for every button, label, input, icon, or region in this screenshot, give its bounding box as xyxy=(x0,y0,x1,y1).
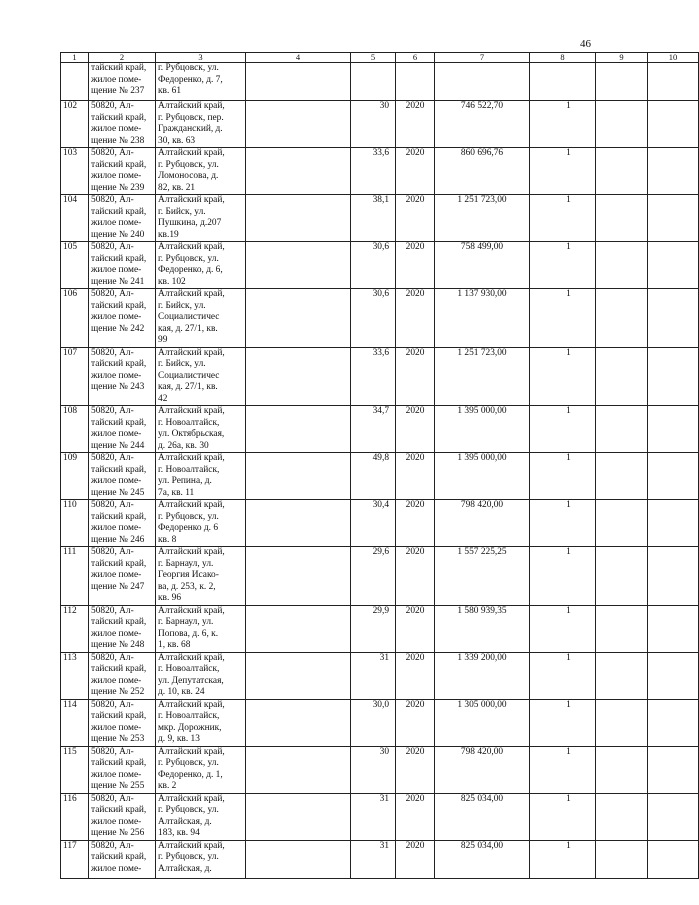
table-row xyxy=(61,699,699,746)
price-cell: 1 137 930,00 xyxy=(435,289,530,348)
col4-cell xyxy=(246,547,351,606)
col4-cell xyxy=(246,699,351,746)
address-cell: Алтайский край, г. Рубцовск, ул. Алтайская, д. xyxy=(156,840,246,878)
year-cell: 2020 xyxy=(396,289,435,348)
price-cell: 746 522,70 xyxy=(435,101,530,148)
header-col-8: 8 xyxy=(530,53,596,63)
year-cell: 2020 xyxy=(396,746,435,793)
price-cell: 1 251 723,00 xyxy=(435,195,530,242)
col4-cell xyxy=(246,148,351,195)
col4-cell xyxy=(246,605,351,652)
col4-cell xyxy=(246,347,351,406)
year-cell: 2020 xyxy=(396,148,435,195)
object-name-cell: 50820, Ал- тайский край, жилое поме- щение № 241 xyxy=(89,242,156,289)
year-cell: 2020 xyxy=(396,195,435,242)
price-cell: 1 251 723,00 xyxy=(435,347,530,406)
price-cell: 1 395 000,00 xyxy=(435,453,530,500)
col4-cell xyxy=(246,289,351,348)
row-number-cell: 113 xyxy=(61,652,89,699)
area-cell: 29,6 xyxy=(351,547,396,606)
row-number-cell: 107 xyxy=(61,347,89,406)
address-cell: Алтайский край, г. Рубцовск, пер. Гражданский, д. 30, кв. 63 xyxy=(156,101,246,148)
price-cell xyxy=(435,63,530,101)
header-col-3: 3 xyxy=(156,53,246,63)
col4-cell xyxy=(246,746,351,793)
object-name-cell: 50820, Ал- тайский край, жилое поме- щение № 248 xyxy=(89,605,156,652)
quantity-cell: 1 xyxy=(530,746,596,793)
year-cell: 2020 xyxy=(396,242,435,289)
year-cell: 2020 xyxy=(396,652,435,699)
year-cell: 2020 xyxy=(396,605,435,652)
object-name-cell: 50820, Ал- тайский край, жилое поме- щение № 238 xyxy=(89,101,156,148)
col9-cell xyxy=(596,840,648,878)
col9-cell xyxy=(596,101,648,148)
area-cell: 31 xyxy=(351,840,396,878)
col4-cell xyxy=(246,793,351,840)
table-row xyxy=(61,840,699,878)
price-cell: 1 305 000,00 xyxy=(435,699,530,746)
price-cell: 1 339 200,00 xyxy=(435,652,530,699)
col10-cell xyxy=(648,242,699,289)
col9-cell xyxy=(596,242,648,289)
address-cell: Алтайский край, г. Новоалтайск, мкр. Дорожник, д. 9, кв. 13 xyxy=(156,699,246,746)
header-col-4: 4 xyxy=(246,53,351,63)
object-name-cell: 50820, Ал- тайский край, жилое поме- щение № 245 xyxy=(89,453,156,500)
quantity-cell: 1 xyxy=(530,605,596,652)
table-row xyxy=(61,547,699,606)
object-name-cell: 50820, Ал- тайский край, жилое поме- щение № 256 xyxy=(89,793,156,840)
col9-cell xyxy=(596,406,648,453)
area-cell: 30,6 xyxy=(351,289,396,348)
col9-cell xyxy=(596,699,648,746)
col10-cell xyxy=(648,289,699,348)
table-row xyxy=(61,746,699,793)
area-cell xyxy=(351,63,396,101)
price-cell: 825 034,00 xyxy=(435,793,530,840)
year-cell: 2020 xyxy=(396,793,435,840)
row-number-cell: 111 xyxy=(61,547,89,606)
price-cell: 1 580 939,35 xyxy=(435,605,530,652)
table-body xyxy=(61,63,699,879)
area-cell: 38,1 xyxy=(351,195,396,242)
address-cell: Алтайский край, г. Бийск, ул. Социалистичес кая, д. 27/1, кв. 42 xyxy=(156,347,246,406)
col10-cell xyxy=(648,148,699,195)
header-col-10: 10 xyxy=(648,53,699,63)
col4-cell xyxy=(246,242,351,289)
year-cell: 2020 xyxy=(396,699,435,746)
address-cell: Алтайский край, г. Новоалтайск, ул. Депутатская, д. 10, кв. 24 xyxy=(156,652,246,699)
row-number-cell xyxy=(61,63,89,101)
table-row xyxy=(61,652,699,699)
table-row xyxy=(61,148,699,195)
price-cell: 860 696,76 xyxy=(435,148,530,195)
col9-cell xyxy=(596,63,648,101)
address-cell: Алтайский край, г. Рубцовск, ул. Ломоносова, д. 82, кв. 21 xyxy=(156,148,246,195)
area-cell: 33,6 xyxy=(351,148,396,195)
col10-cell xyxy=(648,793,699,840)
address-cell: Алтайский край, г. Новоалтайск, ул. Октябрьская, д. 26а, кв. 30 xyxy=(156,406,246,453)
table-row xyxy=(61,101,699,148)
quantity-cell: 1 xyxy=(530,500,596,547)
quantity-cell: 1 xyxy=(530,101,596,148)
row-number-cell: 103 xyxy=(61,148,89,195)
col9-cell xyxy=(596,652,648,699)
object-name-cell: 50820, Ал- тайский край, жилое поме- щение № 239 xyxy=(89,148,156,195)
row-number-cell: 116 xyxy=(61,793,89,840)
object-name-cell: 50820, Ал- тайский край, жилое поме- xyxy=(89,840,156,878)
col4-cell xyxy=(246,453,351,500)
address-cell: Алтайский край, г. Рубцовск, ул. Федоренко, д. 1, кв. 2 xyxy=(156,746,246,793)
price-cell: 1 557 225,25 xyxy=(435,547,530,606)
object-name-cell: 50820, Ал- тайский край, жилое поме- щение № 244 xyxy=(89,406,156,453)
col4-cell xyxy=(246,652,351,699)
table-row xyxy=(61,63,699,101)
object-name-cell: 50820, Ал- тайский край, жилое поме- щение № 252 xyxy=(89,652,156,699)
area-cell: 34,7 xyxy=(351,406,396,453)
quantity-cell: 1 xyxy=(530,547,596,606)
year-cell: 2020 xyxy=(396,101,435,148)
year-cell: 2020 xyxy=(396,347,435,406)
col10-cell xyxy=(648,453,699,500)
row-number-cell: 108 xyxy=(61,406,89,453)
object-name-cell: 50820, Ал- тайский край, жилое поме- щение № 253 xyxy=(89,699,156,746)
col9-cell xyxy=(596,746,648,793)
quantity-cell: 1 xyxy=(530,840,596,878)
area-cell: 30 xyxy=(351,746,396,793)
table-row xyxy=(61,605,699,652)
address-cell: Алтайский край, г. Рубцовск, ул. Федоренко д. 6 кв. 8 xyxy=(156,500,246,547)
address-cell: Алтайский край, г. Бийск, ул. Пушкина, д.207 кв.19 xyxy=(156,195,246,242)
quantity-cell: 1 xyxy=(530,289,596,348)
quantity-cell: 1 xyxy=(530,148,596,195)
table-row xyxy=(61,347,699,406)
property-table xyxy=(60,52,699,879)
table-row xyxy=(61,242,699,289)
row-number-cell: 114 xyxy=(61,699,89,746)
col10-cell xyxy=(648,840,699,878)
col9-cell xyxy=(596,453,648,500)
price-cell: 758 499,00 xyxy=(435,242,530,289)
col9-cell xyxy=(596,347,648,406)
col10-cell xyxy=(648,347,699,406)
address-cell: Алтайский край, г. Новоалтайск, ул. Репина, д. 7а, кв. 11 xyxy=(156,453,246,500)
year-cell: 2020 xyxy=(396,453,435,500)
area-cell: 30,4 xyxy=(351,500,396,547)
col9-cell xyxy=(596,289,648,348)
year-cell: 2020 xyxy=(396,840,435,878)
row-number-cell: 102 xyxy=(61,101,89,148)
col10-cell xyxy=(648,406,699,453)
row-number-cell: 115 xyxy=(61,746,89,793)
address-cell: Алтайский край, г. Барнаул, ул. Попова, д. 6, к. 1, кв. 68 xyxy=(156,605,246,652)
price-cell: 798 420,00 xyxy=(435,746,530,793)
object-name-cell: 50820, Ал- тайский край, жилое поме- щение № 247 xyxy=(89,547,156,606)
table-row xyxy=(61,453,699,500)
quantity-cell: 1 xyxy=(530,652,596,699)
quantity-cell: 1 xyxy=(530,195,596,242)
area-cell: 30 xyxy=(351,101,396,148)
col9-cell xyxy=(596,793,648,840)
table-row xyxy=(61,500,699,547)
object-name-cell: 50820, Ал- тайский край, жилое поме- щение № 240 xyxy=(89,195,156,242)
header-col-7: 7 xyxy=(435,53,530,63)
quantity-cell: 1 xyxy=(530,699,596,746)
col9-cell xyxy=(596,148,648,195)
address-cell: Алтайский край, г. Барнаул, ул. Георгия Исако- ва, д. 253, к. 2, кв. 96 xyxy=(156,547,246,606)
quantity-cell xyxy=(530,63,596,101)
col4-cell xyxy=(246,195,351,242)
area-cell: 31 xyxy=(351,652,396,699)
col4-cell xyxy=(246,63,351,101)
row-number-cell: 112 xyxy=(61,605,89,652)
row-number-cell: 109 xyxy=(61,453,89,500)
table-row xyxy=(61,793,699,840)
area-cell: 30,6 xyxy=(351,242,396,289)
year-cell: 2020 xyxy=(396,547,435,606)
area-cell: 49,8 xyxy=(351,453,396,500)
col9-cell xyxy=(596,547,648,606)
row-number-cell: 105 xyxy=(61,242,89,289)
header-col-6: 6 xyxy=(396,53,435,63)
col4-cell xyxy=(246,406,351,453)
object-name-cell: 50820, Ал- тайский край, жилое поме- щение № 242 xyxy=(89,289,156,348)
col9-cell xyxy=(596,500,648,547)
row-number-cell: 110 xyxy=(61,500,89,547)
header-col-9: 9 xyxy=(596,53,648,63)
col4-cell xyxy=(246,840,351,878)
col10-cell xyxy=(648,652,699,699)
header-col-5: 5 xyxy=(351,53,396,63)
col4-cell xyxy=(246,500,351,547)
col4-cell xyxy=(246,101,351,148)
object-name-cell: тайский край, жилое поме- щение № 237 xyxy=(89,63,156,101)
year-cell xyxy=(396,63,435,101)
address-cell: Алтайский край, г. Рубцовск, ул. Федоренко, д. 6, кв. 102 xyxy=(156,242,246,289)
area-cell: 31 xyxy=(351,793,396,840)
address-cell: Алтайский край, г. Рубцовск, ул. Алтайская, д. 183, кв. 94 xyxy=(156,793,246,840)
table-row xyxy=(61,289,699,348)
col10-cell xyxy=(648,63,699,101)
col10-cell xyxy=(648,746,699,793)
row-number-cell: 117 xyxy=(61,840,89,878)
address-cell: г. Рубцовск, ул. Федоренко, д. 7, кв. 61 xyxy=(156,63,246,101)
col10-cell xyxy=(648,547,699,606)
col10-cell xyxy=(648,699,699,746)
col10-cell xyxy=(648,500,699,547)
table-row xyxy=(61,195,699,242)
quantity-cell: 1 xyxy=(530,406,596,453)
object-name-cell: 50820, Ал- тайский край, жилое поме- щение № 255 xyxy=(89,746,156,793)
price-cell: 798 420,00 xyxy=(435,500,530,547)
year-cell: 2020 xyxy=(396,500,435,547)
object-name-cell: 50820, Ал- тайский край, жилое поме- щение № 243 xyxy=(89,347,156,406)
col10-cell xyxy=(648,605,699,652)
address-cell: Алтайский край, г. Бийск, ул. Социалистичес кая, д. 27/1, кв. 99 xyxy=(156,289,246,348)
quantity-cell: 1 xyxy=(530,453,596,500)
area-cell: 29,9 xyxy=(351,605,396,652)
row-number-cell: 104 xyxy=(61,195,89,242)
header-col-1: 1 xyxy=(61,53,89,63)
col9-cell xyxy=(596,195,648,242)
year-cell: 2020 xyxy=(396,406,435,453)
object-name-cell: 50820, Ал- тайский край, жилое поме- щение № 246 xyxy=(89,500,156,547)
area-cell: 30,0 xyxy=(351,699,396,746)
col10-cell xyxy=(648,195,699,242)
col9-cell xyxy=(596,605,648,652)
price-cell: 825 034,00 xyxy=(435,840,530,878)
quantity-cell: 1 xyxy=(530,347,596,406)
table-row xyxy=(61,406,699,453)
col10-cell xyxy=(648,101,699,148)
row-number-cell: 106 xyxy=(61,289,89,348)
quantity-cell: 1 xyxy=(530,242,596,289)
price-cell: 1 395 000,00 xyxy=(435,406,530,453)
area-cell: 33,6 xyxy=(351,347,396,406)
header-row xyxy=(61,53,699,63)
quantity-cell: 1 xyxy=(530,793,596,840)
page-number: 46 xyxy=(580,38,591,50)
header-col-2: 2 xyxy=(89,53,156,63)
